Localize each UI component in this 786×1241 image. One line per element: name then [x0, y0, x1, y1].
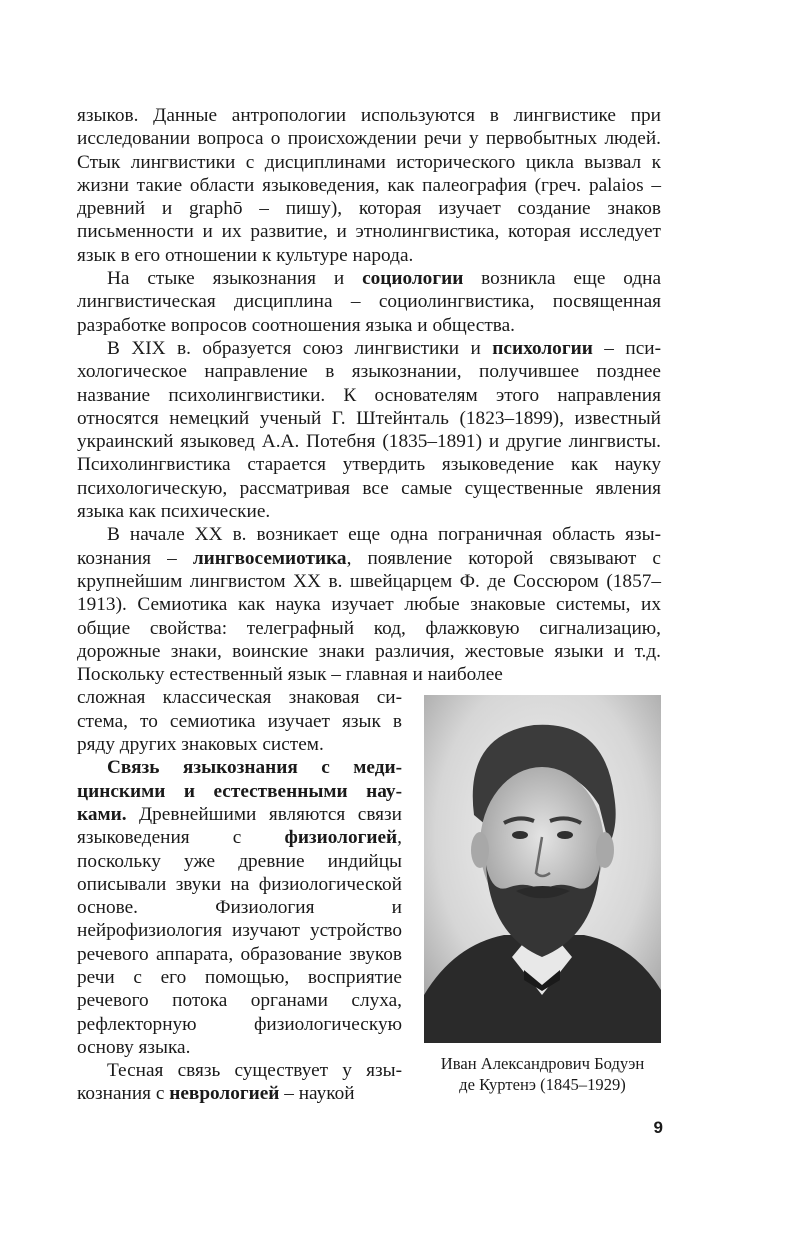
caption-line: де Куртенэ (1845–1929): [459, 1075, 626, 1094]
text-run: – наукой: [279, 1083, 355, 1105]
term-neurology: неврологией: [169, 1083, 280, 1105]
term-physiology: физиологией: [284, 827, 398, 849]
paragraph-semiotics: [77, 523, 661, 686]
text-run: В XIX в. образуется союз лингвистики и: [107, 337, 493, 359]
text-run: На стыке языкознания и: [107, 268, 363, 290]
section-heading-medicine: Связь языкознания с медицинскими и естественными науками.: [77, 757, 402, 825]
portrait-caption: [424, 1053, 661, 1095]
paragraph-anthropology: языков. Данные антропологии используются в лингвистике при исследовании вопроса о происхождении речи у первобытных людей. Стык лингвистики с дисциплинами исторического цикла вызвал к жизни такие области языковедения, как палеография (греч. palaios – древний и graphō – пишу), которая изучает создание знаков письменности и их развитие, и этнолингвистика, которая исследует язык в его отношении к культуре народа.: [77, 105, 661, 266]
term-psychology: психологии: [492, 337, 593, 359]
paragraph-semiotics-continued: сложная классическая знаковая система, то семиотика изучает язык в ряду других знаковых систем.: [77, 687, 402, 756]
caption-line: Иван Александрович Бодуэн: [440, 1054, 645, 1073]
text-run: В начале XX в. возникает еще одна пограничная область языкознания –: [77, 524, 661, 569]
portrait-photo: [424, 695, 661, 1043]
term-sociology: социологии: [362, 268, 464, 290]
page-number: 9: [653, 1118, 663, 1137]
text-run: Тесная связь существует у языкознания с: [77, 1060, 402, 1105]
portrait-figure: [424, 695, 661, 1095]
text-run: Древнейшими являются связи языковедения с: [77, 803, 402, 849]
text-run: возникла еще одна лингвистическая дисциплина – социолингвистика, посвященная разработке вопросов соотношения языка и общества.: [77, 268, 662, 336]
paragraph-neurology: [77, 1059, 402, 1106]
text-run: , поскольку уже древние индийцы описывали звуки на физиологической основе. Физиология и нейрофизиология изучают устройство речевого аппарата, образование звуков речи с его помощью, восприятие речевого потока органами слуха, рефлекторную физиологическую основу языка.: [77, 827, 402, 1058]
term-linguosemiotics: лингвосемиотика: [192, 547, 347, 569]
paragraph-psychology: [77, 337, 661, 523]
narrow-column: [77, 686, 402, 1105]
paragraph-sociology: [77, 267, 661, 337]
text-run: – психологическое направление в языкознании, получившее позднее название психолингвистики. К основателям этого направления относятся немецкий ученый Г. Штейнталь (1823–1899), известный украинский языковед А.А. Потебня (1835–1891) и другие лингвисты. Психолингвистика старается утвердить языковедение как науку психологическую, рассматривая все самые существенные явления языка как психические.: [77, 337, 661, 523]
text-run: , появление которой связывают с крупнейшим лингвистом XX в. швейцарцем Ф. де Соссюром (1857–1913). Семиотика как наука изучает любые знаковые системы, их общие свойства: телеграфный код, флажковую сигнализацию, дорожные знаки, воинские знаки различия, жестовые языки и т.д. Поскольку естественный язык – главная и наиболее: [77, 547, 661, 686]
paragraph-medicine: [77, 756, 402, 1059]
